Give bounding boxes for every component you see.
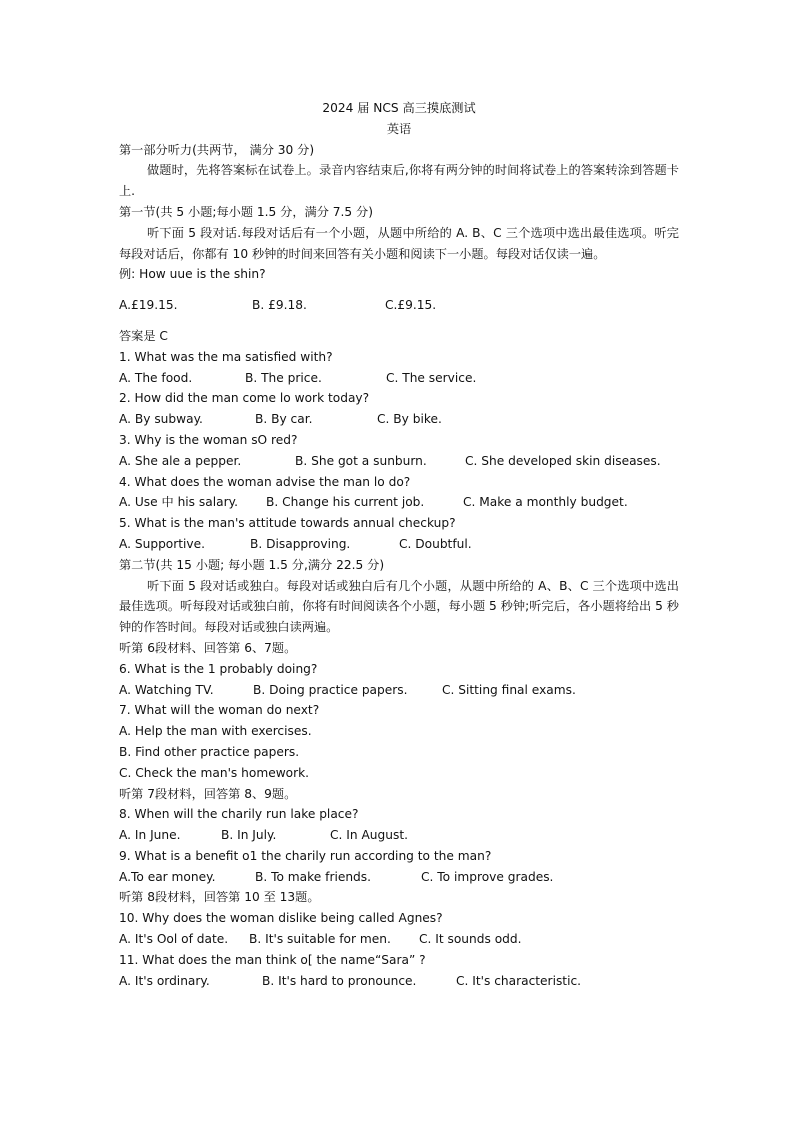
option-c: C. By bike. bbox=[377, 412, 442, 427]
question-8-options bbox=[119, 825, 679, 846]
section1-instructions: 听下面 5 段对话.每段对话后有一个小题，从题中所给的 A. B、C 三个选项中选出最佳选项。听完每段对话后，你都有 10 秒钟的时间来回答有关小题和阅读下一小题。每段对话仅读一遍。 bbox=[119, 225, 679, 261]
option-c: C. It sounds odd. bbox=[419, 932, 522, 947]
option-a: A. By subway. bbox=[119, 412, 203, 427]
question-10-options bbox=[119, 929, 679, 950]
example-options bbox=[119, 295, 679, 316]
question-4-options bbox=[119, 492, 679, 513]
question-1: 1. What was the ma satisfied with? bbox=[119, 349, 333, 364]
option-b: B. To make friends. bbox=[255, 869, 372, 884]
question-7: 7. What will the woman do next? bbox=[119, 703, 320, 718]
question-9: 9. What is a benefit o1 the charily run according to the man? bbox=[119, 848, 492, 863]
option-c: C. To improve grades. bbox=[421, 869, 554, 884]
option-b: B. She got a sunburn. bbox=[295, 453, 427, 468]
question-7-option-a: A. Help the man with exercises. bbox=[119, 724, 312, 739]
question-3: 3. Why is the woman sO red? bbox=[119, 432, 298, 447]
material-8-heading: 听第 8段材料，回答第 10 至 13题。 bbox=[119, 890, 320, 905]
option-b: B. In July. bbox=[221, 828, 277, 843]
option-a: A.To ear money. bbox=[119, 869, 216, 884]
option-a: A. She ale a pepper. bbox=[119, 453, 242, 468]
example-option-b: B. £9.18. bbox=[252, 298, 307, 313]
option-a: A. Use 中 his salary. bbox=[119, 495, 238, 510]
question-4: 4. What does the woman advise the man lo do? bbox=[119, 474, 411, 489]
question-2-options bbox=[119, 409, 679, 430]
question-2: 2. How did the man come lo work today? bbox=[119, 391, 370, 406]
question-11-options bbox=[119, 971, 679, 992]
option-c: C. It's characteristic. bbox=[456, 973, 582, 988]
example-question: 例: How uue is the shin? bbox=[119, 267, 266, 282]
option-b: B. Change his current job. bbox=[266, 495, 425, 510]
question-3-options bbox=[119, 451, 679, 472]
option-b: B. It's hard to pronounce. bbox=[262, 973, 417, 988]
question-10: 10. Why does the woman dislike being called Agnes? bbox=[119, 911, 443, 926]
question-9-options bbox=[119, 867, 679, 888]
question-5: 5. What is the man's attitude towards annual checkup? bbox=[119, 516, 456, 531]
part1-heading: 第一部分听力(共两节， 满分 30 分) bbox=[119, 142, 315, 157]
page-content bbox=[119, 98, 679, 991]
option-b: B. The price. bbox=[245, 370, 322, 385]
option-a: A. Watching TV. bbox=[119, 682, 214, 697]
option-b: B. Doing practice papers. bbox=[253, 682, 408, 697]
example-answer: 答案是 C bbox=[119, 328, 168, 343]
exam-title: 2024 届 NCS 高三摸底测试 bbox=[322, 101, 476, 115]
option-c: C. Sitting final exams. bbox=[442, 682, 576, 697]
option-c: C. In August. bbox=[330, 828, 408, 843]
question-11: 11. What does the man think o[ the name“Sara” ? bbox=[119, 952, 426, 967]
example-option-a: A.£19.15. bbox=[119, 298, 178, 313]
section2-heading: 第二节(共 15 小题; 每小题 1.5 分,满分 22.5 分) bbox=[119, 557, 385, 572]
question-6-options bbox=[119, 680, 679, 701]
option-b: B. Disapproving. bbox=[250, 536, 351, 551]
question-5-options bbox=[119, 534, 679, 555]
option-b: B. It's suitable for men. bbox=[249, 932, 391, 947]
option-a: A. It's ordinary. bbox=[119, 973, 210, 988]
option-c: C. The service. bbox=[386, 370, 477, 385]
section2-instructions: 听下面 5 段对话或独白。每段对话或独白后有几个小题，从题中所给的 A、B、C 三个选项中选出最佳选项。听每段对话或独白前，你将有时间阅读各个小题，每小题 5 秒钟;听完后，各小题将给出 5 秒钟的作答时间。每段对话或独白读两遍。 bbox=[119, 578, 679, 635]
question-7-option-c: C. Check the man's homework. bbox=[119, 765, 310, 780]
option-a: A. In June. bbox=[119, 828, 181, 843]
option-c: C. She developed skin diseases. bbox=[465, 453, 661, 468]
question-8: 8. When will the charily run lake place? bbox=[119, 807, 359, 822]
section1-heading: 第一节(共 5 小题;每小题 1.5 分，满分 7.5 分) bbox=[119, 204, 374, 219]
option-b: B. By car. bbox=[255, 412, 313, 427]
question-7-option-b: B. Find other practice papers. bbox=[119, 744, 300, 759]
option-c: C. Make a monthly budget. bbox=[463, 495, 628, 510]
option-c: C. Doubtful. bbox=[399, 536, 472, 551]
question-6: 6. What is the 1 probably doing? bbox=[119, 661, 318, 676]
option-a: A. Supportive. bbox=[119, 536, 206, 551]
part1-instructions: 做题时，先将答案标在试卷上。录音内容结束后,你将有两分钟的时间将试卷上的答案转涂到答题卡上. bbox=[119, 163, 679, 199]
question-1-options bbox=[119, 368, 679, 389]
example-option-c: C.£9.15. bbox=[385, 298, 437, 313]
material-6-heading: 听第 6段材料、回答第 6、7题。 bbox=[119, 640, 297, 655]
option-a: A. It's Ool of date. bbox=[119, 932, 229, 947]
exam-subject: 英语 bbox=[386, 121, 412, 136]
option-a: A. The food. bbox=[119, 370, 193, 385]
material-7-heading: 听第 7段材料，回答第 8、9题。 bbox=[119, 786, 297, 801]
